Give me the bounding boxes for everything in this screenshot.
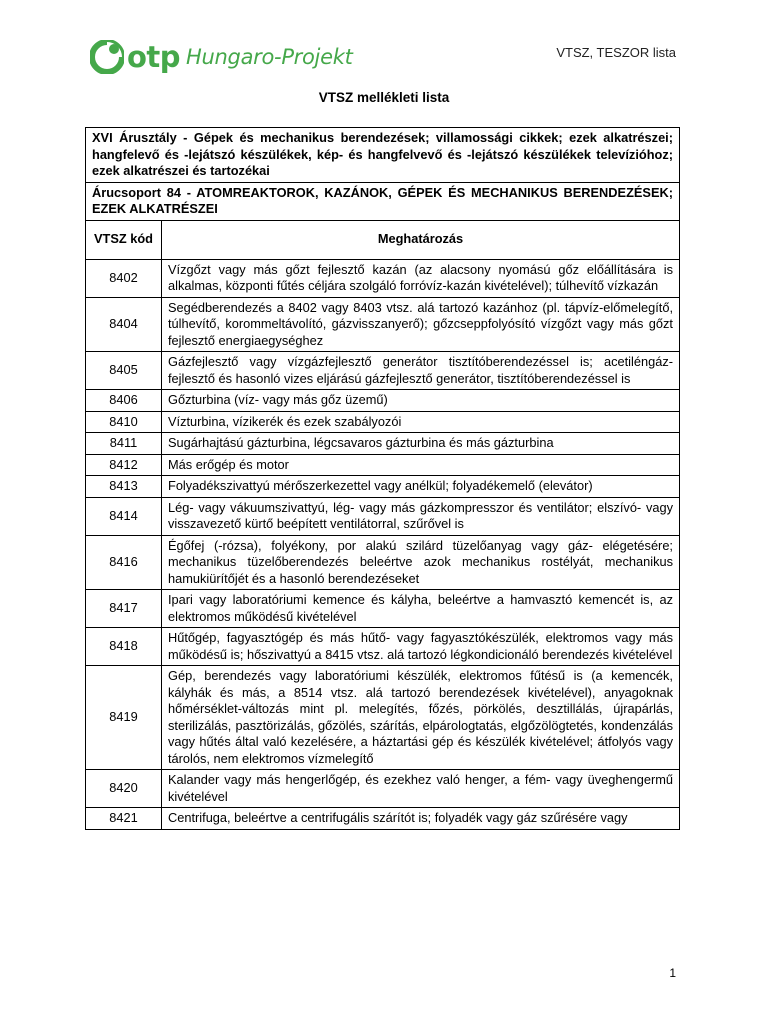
vtsz-code-cell: 8404 <box>86 297 162 352</box>
description-cell: Más erőgép és motor <box>162 454 680 476</box>
table-row <box>86 590 680 628</box>
table-row <box>86 535 680 590</box>
table-header-row <box>86 220 680 259</box>
vtsz-code-cell: 8419 <box>86 666 162 770</box>
vtsz-code-cell: 8406 <box>86 390 162 412</box>
logo-otp-text: otp <box>127 40 181 74</box>
vtsz-code-cell: 8405 <box>86 352 162 390</box>
vtsz-code-cell: 8420 <box>86 770 162 808</box>
table-row <box>86 454 680 476</box>
description-cell: Vízgőzt vagy más gőzt fejlesztő kazán (az alacsony nyomású gőz előállítására is alkalmas, központi fűtés céljára szolgáló forróvíz-kazán kivételével); túlhevítő vízkazán <box>162 259 680 297</box>
table-row <box>86 628 680 666</box>
vtsz-code-cell: 8402 <box>86 259 162 297</box>
company-logo <box>90 38 353 76</box>
description-cell: Hűtőgép, fagyasztógép és más hűtő- vagy fagyasztókészülék, elektromos vagy más működésű is; hőszivattyú a 8415 vtsz. alá tartozó légkondicionáló berendezés kivételével <box>162 628 680 666</box>
vtsz-table <box>85 127 680 830</box>
table-row <box>86 770 680 808</box>
description-cell: Égőfej (-rózsa), folyékony, por alakú szilárd tüzelőanyag vagy gáz- elégetésére; mechanikus tüzelőberendezés beleértve azok mechanikus rostélyát, mechanikus hamukiürítőjét és a hasonló berendezéseket <box>162 535 680 590</box>
description-cell: Lég- vagy vákuumszivattyú, lég- vagy más gázkompresszor és ventilátor; elszívó- vagy visszavezető kürtő beépített ventilátorral, szűrővel is <box>162 497 680 535</box>
description-cell: Sugárhajtású gázturbina, légcsavaros gázturbina és más gázturbina <box>162 433 680 455</box>
vtsz-code-cell: 8418 <box>86 628 162 666</box>
page-number: 1 <box>669 966 676 980</box>
column-header-code: VTSZ kód <box>86 220 162 259</box>
page-title: VTSZ mellékleti lista <box>318 90 450 105</box>
vtsz-code-cell: 8412 <box>86 454 162 476</box>
description-cell: Folyadékszivattyú mérőszerkezettel vagy anélkül; folyadékemelő (elevátor) <box>162 476 680 498</box>
description-cell: Gőzturbina (víz- vagy más gőz üzemű) <box>162 390 680 412</box>
table-row <box>86 497 680 535</box>
group-row <box>86 182 680 220</box>
table-row <box>86 352 680 390</box>
description-cell: Kalander vagy más hengerlőgép, és ezekhez való henger, a fém- vagy üveghengermű kivételével <box>162 770 680 808</box>
description-cell: Ipari vagy laboratóriumi kemence és kályha, beleértve a hamvasztó kemencét is, az elektromos működésű kivételével <box>162 590 680 628</box>
table-row <box>86 476 680 498</box>
vtsz-code-cell: 8417 <box>86 590 162 628</box>
description-cell: Gép, berendezés vagy laboratóriumi készülék, elektromos fűtésű is (a kemencék, kályhák és más, a 8514 vtsz. alá tartozó berendezések kivételével), anyagoknak hőmérséklet-változás mint pl. melegítés, főzés, pörkölés, desztillálás, újrapárlás, sterilizálás, pasztörizálás, gőzölés, szárítás, elpárologtatás, elgőzölögtetés, kondenzálás vagy hűtés által való kezelésére, a háztartási gép és készülék kivételével; átfolyós vagy tárolós, nem elektromos vízmelegítő <box>162 666 680 770</box>
header-document-label: VTSZ, TESZOR lista <box>556 45 676 60</box>
table-row <box>86 411 680 433</box>
otp-logo-icon <box>90 40 124 74</box>
vtsz-code-cell: 8413 <box>86 476 162 498</box>
table-row <box>86 259 680 297</box>
column-header-description: Meghatározás <box>162 220 680 259</box>
group-heading: Árucsoport 84 - ATOMREAKTOROK, KAZÁNOK, GÉPEK ÉS MECHANIKUS BERENDEZÉSEK; EZEK ALKATRÉSZEI <box>86 182 680 220</box>
table-row <box>86 433 680 455</box>
section-row <box>86 128 680 183</box>
description-cell: Vízturbina, vízikerék és ezek szabályozói <box>162 411 680 433</box>
table-row <box>86 666 680 770</box>
vtsz-code-cell: 8410 <box>86 411 162 433</box>
section-heading: XVI Árusztály - Gépek és mechanikus berendezések; villamossági cikkek; ezek alkatrészei; hangfelevő és -lejátszó készülékek, kép- és hangfelvevő és -lejátszó készülékek televízióhoz; ezek alkatrészei és tartozékai <box>86 128 680 183</box>
vtsz-code-cell: 8416 <box>86 535 162 590</box>
vtsz-code-cell: 8421 <box>86 808 162 830</box>
vtsz-code-cell: 8411 <box>86 433 162 455</box>
table-row <box>86 808 680 830</box>
vtsz-code-cell: 8414 <box>86 497 162 535</box>
table-row <box>86 297 680 352</box>
description-cell: Gázfejlesztő vagy vízgázfejlesztő generátor tisztítóberendezéssel is; acetiléngáz-fejlesztő és hasonló vizes eljárású gázfejlesztő generátor, tisztítóberendezéssel is <box>162 352 680 390</box>
description-cell: Centrifuga, beleértve a centrifugális szárítót is; folyadék vagy gáz szűrésére vagy <box>162 808 680 830</box>
table-row <box>86 390 680 412</box>
logo-company-text: Hungaro-Projekt <box>186 45 353 69</box>
description-cell: Segédberendezés a 8402 vagy 8403 vtsz. alá tartozó kazánhoz (pl. tápvíz-előmelegítő, túlhevítő, korommeltávolító, gázvisszanyerő); gőzcseppfolyósító vízgőzt vagy más gőzt fejlesztő energiaegységhez <box>162 297 680 352</box>
